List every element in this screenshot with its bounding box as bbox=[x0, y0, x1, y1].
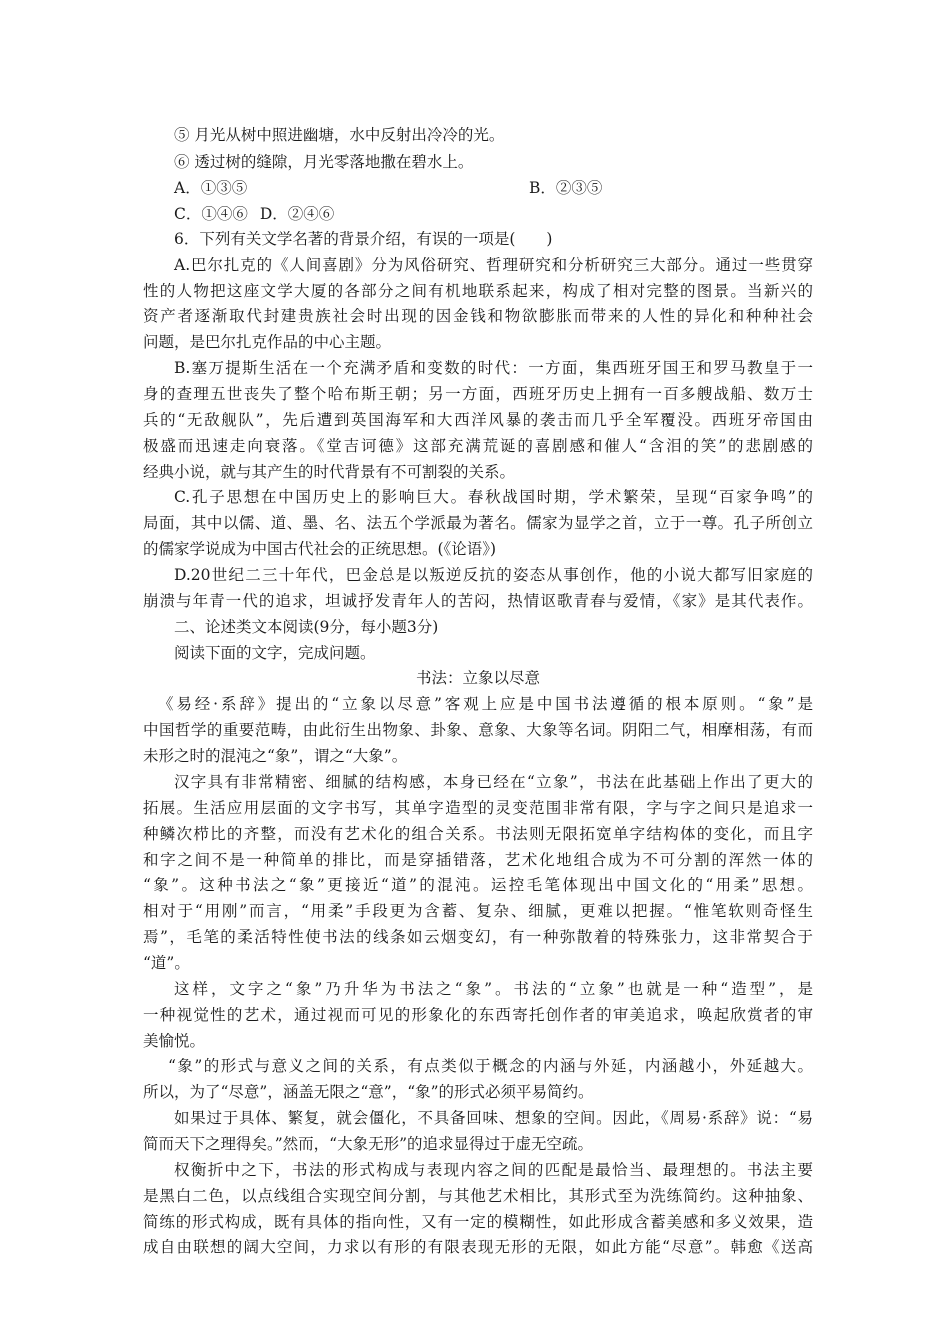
paragraph-line: 中国哲学的重要范畴，由此衍生出物象、卦象、意象、大象等名词。阴阳二气，相摩相荡，有而 bbox=[143, 721, 813, 739]
answer-choices-row-1 bbox=[174, 176, 844, 200]
paragraph-line: C.孔子思想在中国历史上的影响巨大。春秋战国时期，学术繁荣，呈现“百家争鸣”的 bbox=[174, 488, 813, 506]
paragraph-line: “象”。这种书法之“象”更接近“道”的混沌。运控毛笔体现出中国文化的“用柔”思想。 bbox=[143, 876, 813, 894]
paragraph-line: 资产者逐渐取代封建贵族社会时出现的因金钱和物欲膨胀而带来的人性的异化和种种社会 bbox=[143, 307, 813, 325]
instruction: 阅读下面的文字，完成问题。 bbox=[174, 644, 376, 662]
paragraph-line: 汉字具有非常精密、细腻的结构感，本身已经在“立象”，书法在此基础上作出了更大的 bbox=[174, 773, 813, 791]
choice-a: A．①③⑤ bbox=[174, 179, 248, 197]
paragraph-line: 如果过于具体、繁复，就会僵化，不具备回味、想象的空间。因此，《周易·系辞》说：“易 bbox=[174, 1109, 813, 1127]
choice-d: D．②④⑥ bbox=[259, 205, 335, 223]
choice-b: B．②③⑤ bbox=[529, 179, 603, 197]
paragraph-line: D.20世纪二三十年代，巴金总是以叛逆反抗的姿态从事创作，他的小说大都写旧家庭的 bbox=[174, 566, 813, 584]
paragraph-line: 和字之间不是一种简单的排比，而是穿插错落，艺术化地组合成为不可分割的浑然一体的 bbox=[143, 851, 813, 869]
paragraph-line: 美愉悦。 bbox=[143, 1032, 206, 1050]
paragraph-line: 兵的“无敌舰队”，先后遭到英国海军和大西洋风暴的袭击而几乎全军覆没。西班牙帝国由 bbox=[143, 411, 813, 429]
paragraph-line: 种鳞次栉比的齐整，而没有艺术化的组合关系。书法则无限拓宽单字结构体的变化，而且字 bbox=[143, 825, 813, 843]
paragraph-line: 极盛而迅速走向衰落。《堂吉诃德》这部充满荒诞的喜剧感和催人“含泪的笑”的悲剧感的 bbox=[143, 437, 813, 455]
paragraph-line: “道”。 bbox=[143, 954, 190, 972]
paragraph-line: 是黑白二色，以点线组合实现空间分割，与其他艺术相比，其形式至为洗练简约。这种抽象、 bbox=[143, 1187, 813, 1205]
paragraph-line: A.巴尔扎克的《人间喜剧》分为风俗研究、哲理研究和分析研究三大部分。通过一些贯穿 bbox=[174, 256, 813, 274]
paragraph-line: 焉”，毛笔的柔活特性使书法的线条如云烟变幻，有一种弥散着的特殊张力，这非常契合于 bbox=[143, 928, 813, 946]
paragraph-line: 的儒家学说成为中国古代社会的正统思想。(《论语》) bbox=[143, 540, 497, 558]
paragraph-line: 这样，文字之“象”乃升华为书法之“象”。书法的“立象”也就是一种“造型”，是 bbox=[174, 980, 813, 998]
paragraph-line: 一种视觉性的艺术，通过视而可见的形象化的东西寄托创作者的审美追求，唤起欣赏者的审 bbox=[143, 1006, 813, 1024]
option-line-6: ⑥ 透过树的缝隙，月光零落地撒在碧水上。 bbox=[174, 153, 474, 171]
paragraph-line: 问题，是巴尔扎克作品的中心主题。 bbox=[143, 333, 392, 351]
paragraph-line: B.塞万提斯生活在一个充满矛盾和变数的时代：一方面，集西班牙国王和罗马教皇于一 bbox=[174, 359, 813, 377]
paragraph-line: 性的人物把这座文学大厦的各部分之间有机地联系起来，构成了相对完整的图景。当新兴的 bbox=[143, 282, 813, 300]
question-6: 6．下列有关文学名著的背景介绍，有误的一项是( ) bbox=[174, 230, 553, 248]
option-line-5: ⑤ 月光从树中照进幽塘，水中反射出冷冷的光。 bbox=[174, 126, 505, 144]
paragraph-line: 崩溃与年青一代的追求，坦诚抒发青年人的苦闷，热情讴歌青春与爱情，《家》是其代表作。 bbox=[143, 592, 813, 610]
paragraph-line: “象”的形式与意义之间的关系，有点类似于概念的内涵与外延，内涵越小，外延越大。 bbox=[168, 1057, 813, 1075]
paragraph-line: 相对于“用刚”而言，“用柔”手段更为含蓄、复杂、细腻，更难以把握。“惟笔软则奇怪生 bbox=[143, 902, 813, 920]
paragraph-line: 身的查理五世丧失了整个哈布斯王朝；另一方面，西班牙历史上拥有一百多艘战船、数万士 bbox=[143, 385, 813, 403]
section-heading: 二、论述类文本阅读(9分，每小题3分) bbox=[174, 618, 439, 636]
choice-c: C．①④⑥ bbox=[174, 205, 248, 223]
answer-choices-row-2 bbox=[174, 202, 844, 226]
paragraph-line: 权衡折中之下，书法的形式构成与表现内容之间的匹配是最恰当、最理想的。书法主要 bbox=[174, 1161, 813, 1179]
article-title: 书法：立象以尽意 bbox=[415, 669, 540, 687]
paragraph-line: 简练的形式构成，既有具体的指向性，又有一定的模糊性，如此形成含蓄美感和多义效果，造 bbox=[143, 1213, 813, 1231]
paragraph-line: 未形之时的混沌之“象”，谓之“大象”。 bbox=[143, 747, 408, 765]
paragraph-line: 经典小说，就与其产生的时代背景有不可割裂的关系。 bbox=[143, 463, 516, 481]
paragraph-line: 简而天下之理得矣。”然而，“大象无形”的追求显得过于虚无空疏。 bbox=[143, 1135, 594, 1153]
paragraph-line: 成自由联想的阔大空间，力求以有形的有限表现无形的无限，如此方能“尽意”。韩愈《送高 bbox=[143, 1238, 813, 1256]
paragraph-line: 局面，其中以儒、道、墨、名、法五个学派最为著名。儒家为显学之首，立于一尊。孔子所创立 bbox=[143, 514, 813, 532]
paragraph-line: 所以，为了“尽意”，涵盖无限之“意”，“象”的形式必须平易简约。 bbox=[143, 1083, 594, 1101]
paragraph-line: 《易经·系辞》提出的“立象以尽意”客观上应是中国书法遵循的根本原则。“象”是 bbox=[158, 695, 813, 713]
paragraph-line: 拓展。生活应用层面的文字书写，其单字造型的灵变范围非常有限，字与字之间只是追求一 bbox=[143, 799, 813, 817]
